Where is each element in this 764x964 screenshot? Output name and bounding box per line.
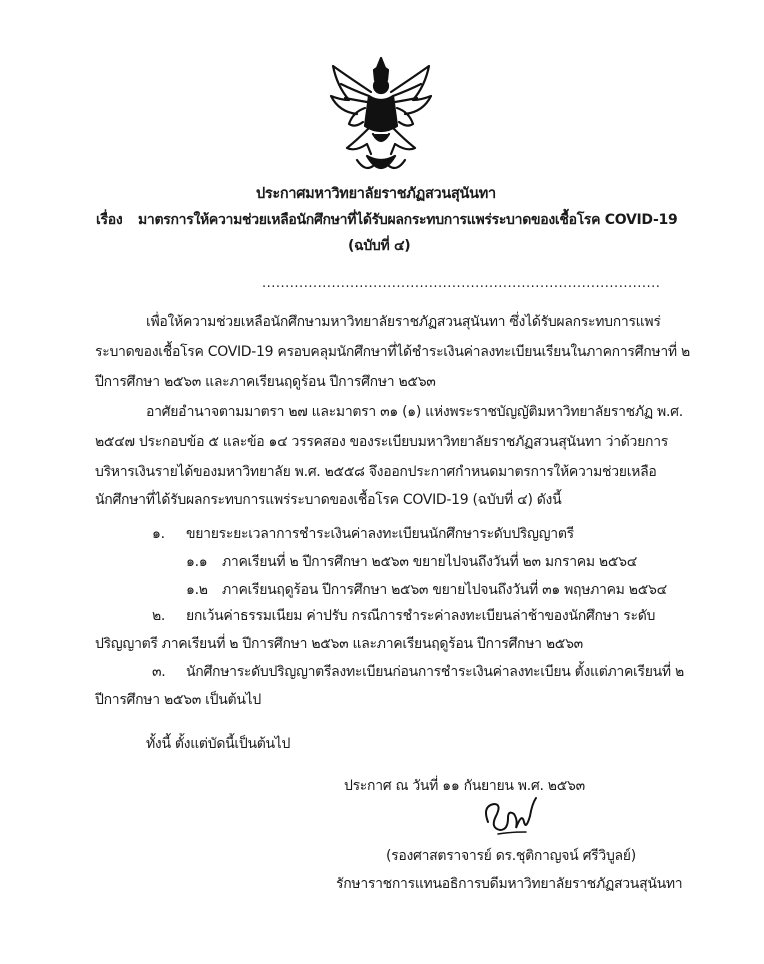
para2-line2: ๒๕๔๗ ประกอบข้อ ๕ และข้อ ๑๔ วรรคสอง ของระเบียบมหาวิทยาลัยราชภัฏสวนสุนันทา ว่าด้วยการ xyxy=(95,434,668,450)
item1-number: ๑. xyxy=(152,526,165,542)
edition-label: (ฉบับที่ ๔) xyxy=(348,238,411,254)
item1-1-number: ๑.๑ xyxy=(186,554,208,570)
item2-continuation: ปริญญาตรี ภาคเรียนที่ ๒ ปีการศึกษา ๒๕๖๓ และภาคเรียนฤดูร้อน ปีการศึกษา ๒๕๖๓ xyxy=(95,636,583,652)
item1-text: ขยายระยะเวลาการชำระเงินค่าลงทะเบียนนักศึกษาระดับปริญญาตรี xyxy=(186,526,574,542)
signer-name: (รองศาสตราจารย์ ดร.ชุติกาญจน์ ศรีวิบูลย์) xyxy=(386,848,636,864)
para2-line3: บริหารเงินรายได้ของมหาวิทยาลัย พ.ศ. ๒๕๕๘ จึงออกประกาศกำหนดมาตรการให้ความช่วยเหลือ xyxy=(95,464,657,480)
subject-line: มาตรการให้ความช่วยเหลือนักศึกษาที่ได้รับผลกระทบการแพร่ระบาดของเชื้อโรค COVID-19 xyxy=(138,212,678,228)
item2-text: ยกเว้นค่าธรรมเนียม ค่าปรับ กรณีการชำระค่าลงทะเบียนล่าช้าของนักศึกษา ระดับ xyxy=(186,608,656,624)
separator-dots: ...................................................................................... xyxy=(262,276,661,291)
handwritten-signature xyxy=(478,792,542,842)
item1-1-text: ภาคเรียนที่ ๒ ปีการศึกษา ๒๕๖๓ ขยายไปจนถึงวันที่ ๒๓ มกราคม ๒๕๖๔ xyxy=(222,554,638,570)
announcement-title: ประกาศมหาวิทยาลัยราชภัฏสวนสุนันทา xyxy=(256,186,496,202)
para1-line1: เพื่อให้ความช่วยเหลือนักศึกษามหาวิทยาลัยราชภัฏสวนสุนันทา ซึ่งได้รับผลกระทบการแพร่ xyxy=(146,314,661,330)
item3-continuation: ปีการศึกษา ๒๕๖๓ เป็นต้นไป xyxy=(95,692,261,708)
para1-line3: ปีการศึกษา ๒๕๖๓ และภาคเรียนฤดูร้อน ปีการศึกษา ๒๕๖๓ xyxy=(95,374,436,390)
para2-line1: อาศัยอำนาจตามมาตรา ๒๗ และมาตรา ๓๑ (๑) แห่งพระราชบัญญัติมหาวิทยาลัยราชภัฏ พ.ศ. xyxy=(146,404,683,420)
effective-statement: ทั้งนี้ ตั้งแต่บัดนี้เป็นต้นไป xyxy=(146,736,291,752)
para2-line4: นักศึกษาที่ได้รับผลกระทบการแพร่ระบาดของเชื้อโรค COVID-19 (ฉบับที่ ๔) ดังนี้ xyxy=(95,492,562,508)
item3-number: ๓. xyxy=(152,664,166,680)
item3-text: นักศึกษาระดับปริญญาตรีลงทะเบียนก่อนการชำระเงินค่าลงทะเบียน ตั้งแต่ภาคเรียนที่ ๒ xyxy=(186,664,684,680)
para1-line2: ระบาดของเชื้อโรค COVID-19 ครอบคลุมนักศึกษาที่ได้ชำระเงินค่าลงทะเบียนเรียนในภาคการศึกษาที่ ๒ xyxy=(95,344,690,360)
item1-2-text: ภาคเรียนฤดูร้อน ปีการศึกษา ๒๕๖๓ ขยายไปจนถึงวันที่ ๓๑ พฤษภาคม ๒๕๖๔ xyxy=(222,582,667,598)
garuda-emblem-icon xyxy=(327,56,435,180)
subject-prefix: เรื่อง xyxy=(96,212,123,228)
signer-title: รักษาราชการแทนอธิการบดีมหาวิทยาลัยราชภัฏสวนสุนันทา xyxy=(336,876,683,892)
item1-2-number: ๑.๒ xyxy=(186,582,208,598)
announcement-date: ประกาศ ณ วันที่ ๑๑ กันยายน พ.ศ. ๒๕๖๓ xyxy=(344,778,585,794)
item2-number: ๒. xyxy=(152,608,166,624)
